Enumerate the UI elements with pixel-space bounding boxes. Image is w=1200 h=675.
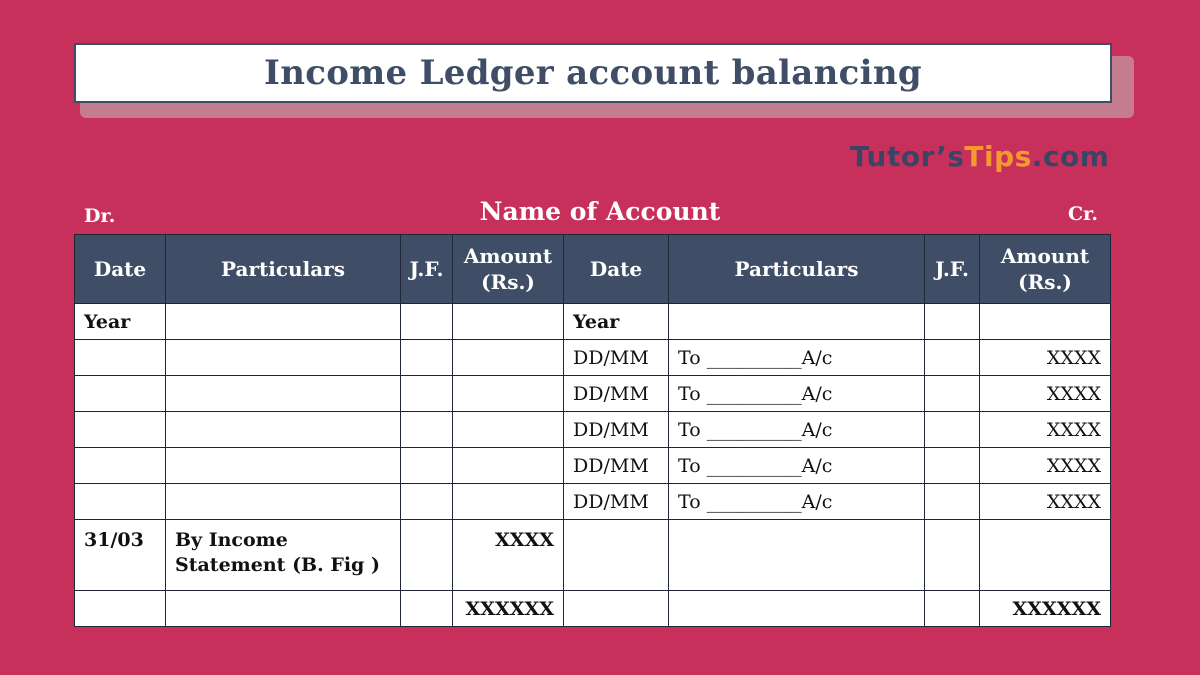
table-row — [75, 304, 1111, 340]
debit-particulars-cell — [166, 340, 401, 376]
credit-entry-particulars: To __________A/c — [669, 376, 925, 412]
debit-date-cell — [75, 376, 166, 412]
debit-amount-cell — [453, 340, 564, 376]
debit-jf-cell — [401, 304, 453, 340]
debit-date-cell — [75, 591, 166, 627]
debit-particulars-cell — [166, 376, 401, 412]
debit-total: XXXXXX — [453, 591, 564, 627]
credit-jf-cell — [925, 520, 980, 591]
header-amount-line2: (Rs.) — [481, 270, 535, 294]
debit-date-cell — [75, 484, 166, 520]
credit-jf-cell — [925, 376, 980, 412]
credit-entry-particulars: To __________A/c — [669, 340, 925, 376]
credit-entry-amount: XXXX — [980, 412, 1111, 448]
credit-entry-date: DD/MM — [564, 448, 669, 484]
debit-jf-cell — [401, 340, 453, 376]
credit-particulars-cell — [669, 520, 925, 591]
credit-amount-cell — [980, 520, 1111, 591]
credit-entry-amount: XXXX — [980, 448, 1111, 484]
table-row — [75, 340, 1111, 376]
credit-year: Year — [564, 304, 669, 340]
debit-particulars-cell — [166, 591, 401, 627]
credit-entry-amount: XXXX — [980, 340, 1111, 376]
brand-part-2: Tips — [964, 140, 1032, 173]
debit-closing-date: 31/03 — [75, 520, 166, 591]
credit-entry-particulars: To __________A/c — [669, 448, 925, 484]
credit-entry-amount: XXXX — [980, 376, 1111, 412]
credit-jf-cell — [925, 412, 980, 448]
debit-amount-cell — [453, 304, 564, 340]
debit-jf-cell — [401, 376, 453, 412]
credit-amount-cell — [980, 304, 1111, 340]
header-jf-cr: J.F. — [925, 235, 980, 304]
debit-date-cell — [75, 340, 166, 376]
credit-entry-particulars: To __________A/c — [669, 484, 925, 520]
credit-entry-date: DD/MM — [564, 376, 669, 412]
table-row — [75, 484, 1111, 520]
debit-amount-cell — [453, 412, 564, 448]
credit-entry-particulars: To __________A/c — [669, 412, 925, 448]
debit-date-cell — [75, 448, 166, 484]
credit-entry-amount: XXXX — [980, 484, 1111, 520]
header-date-dr: Date — [75, 235, 166, 304]
debit-amount-cell — [453, 376, 564, 412]
header-amount-line1: Amount — [463, 244, 553, 268]
table-row — [75, 448, 1111, 484]
credit-date-cell — [564, 591, 669, 627]
debit-amount-cell — [453, 448, 564, 484]
debit-label: Dr. — [84, 205, 116, 227]
debit-jf-cell — [401, 520, 453, 591]
ledger-table — [74, 234, 1111, 627]
brand-part-3: .com — [1031, 140, 1110, 173]
table-row — [75, 520, 1111, 591]
debit-particulars-cell — [166, 484, 401, 520]
credit-entry-date: DD/MM — [564, 412, 669, 448]
credit-date-cell — [564, 520, 669, 591]
debit-jf-cell — [401, 484, 453, 520]
credit-jf-cell — [925, 484, 980, 520]
brand-part-1: Tutor’s — [850, 140, 965, 173]
header-particulars-cr: Particulars — [669, 235, 925, 304]
credit-jf-cell — [925, 448, 980, 484]
debit-particulars-cell — [166, 448, 401, 484]
credit-particulars-cell — [669, 304, 925, 340]
closing-particular-line1: By Income — [175, 529, 288, 551]
header-row — [75, 235, 1111, 304]
credit-total: XXXXXX — [980, 591, 1111, 627]
header-amount-line2: (Rs.) — [1018, 270, 1072, 294]
header-amount-line1: Amount — [1000, 244, 1090, 268]
table-row — [75, 376, 1111, 412]
header-date-cr: Date — [564, 235, 669, 304]
credit-jf-cell — [925, 304, 980, 340]
account-name: Name of Account — [479, 197, 721, 226]
credit-jf-cell — [925, 340, 980, 376]
credit-label: Cr. — [1068, 203, 1099, 225]
title-box — [74, 43, 1112, 103]
debit-particulars-cell — [166, 412, 401, 448]
debit-jf-cell — [401, 448, 453, 484]
closing-particular-line2: Statement (B. Fig ) — [175, 553, 380, 576]
header-amount-cr — [980, 235, 1111, 304]
debit-year: Year — [75, 304, 166, 340]
credit-entry-date: DD/MM — [564, 484, 669, 520]
page-title: Income Ledger account balancing — [264, 53, 922, 93]
debit-closing-particulars — [166, 520, 401, 591]
debit-date-cell — [75, 412, 166, 448]
debit-jf-cell — [401, 591, 453, 627]
credit-entry-date: DD/MM — [564, 340, 669, 376]
credit-jf-cell — [925, 591, 980, 627]
debit-amount-cell — [453, 484, 564, 520]
header-amount-dr — [453, 235, 564, 304]
debit-closing-amount: XXXX — [453, 520, 564, 591]
total-row — [75, 591, 1111, 627]
debit-jf-cell — [401, 412, 453, 448]
brand-logo — [850, 140, 1109, 173]
credit-particulars-cell — [669, 591, 925, 627]
header-particulars-dr: Particulars — [166, 235, 401, 304]
table-row — [75, 412, 1111, 448]
debit-particulars-cell — [166, 304, 401, 340]
header-jf-dr: J.F. — [401, 235, 453, 304]
